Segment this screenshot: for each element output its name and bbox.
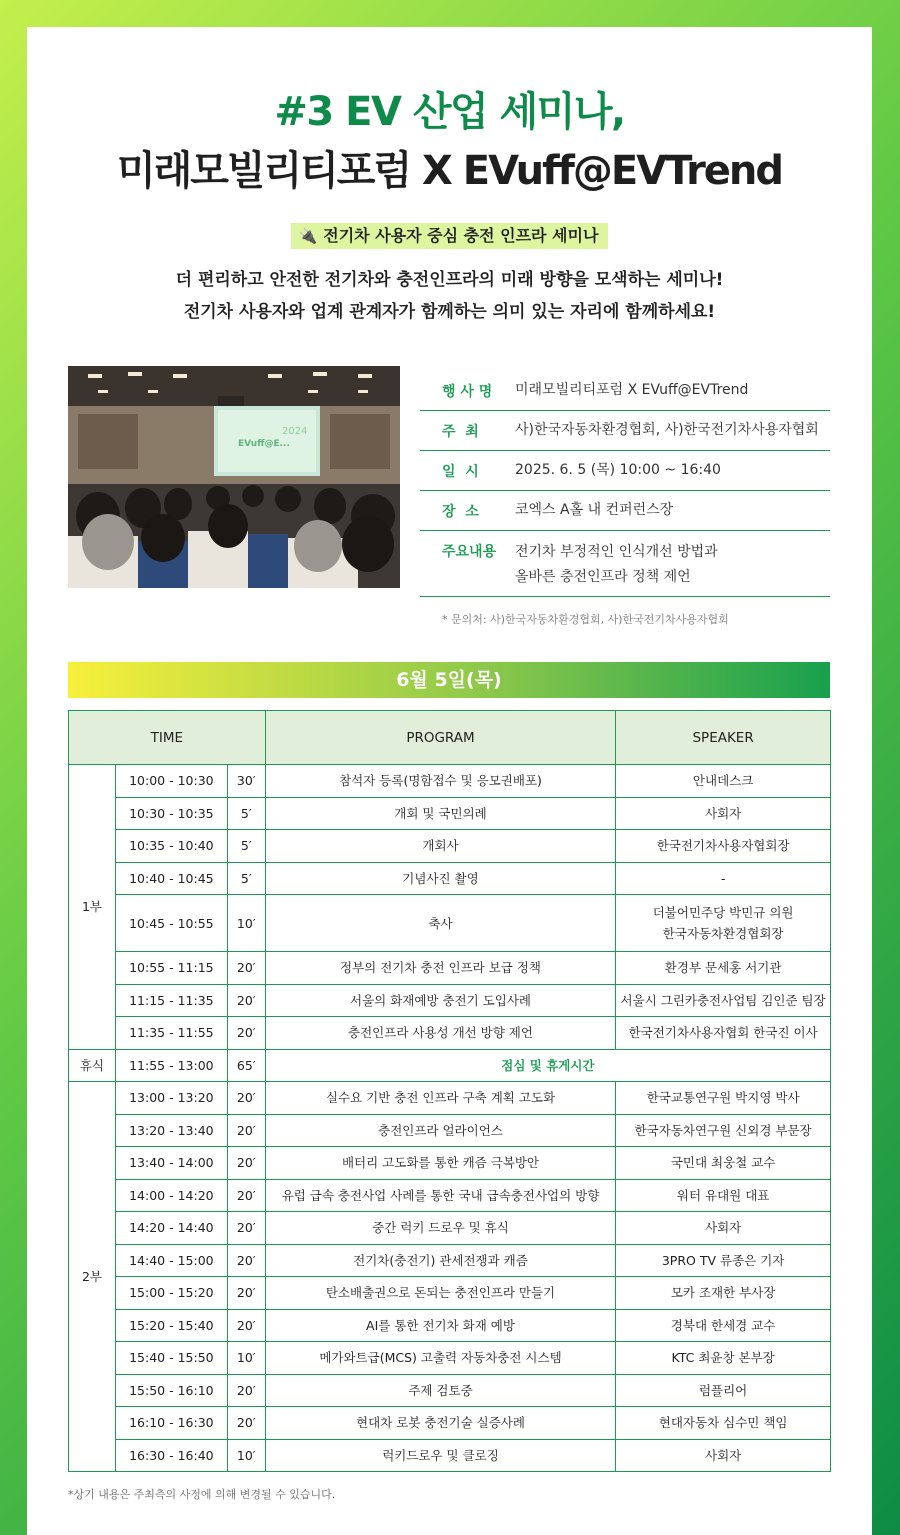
row-time: 11:35 - 11:55 [115, 1017, 227, 1050]
header-program: PROGRAM [265, 711, 615, 765]
row-duration: 20′ [227, 1212, 265, 1245]
row-time: 15:50 - 16:10 [115, 1374, 227, 1407]
info-label: 행 사 명 [442, 383, 493, 400]
info-value: 2025. 6. 5 (목) 10:00 ~ 16:40 [515, 462, 721, 478]
row-speaker: KTC 최윤창 본부장 [616, 1342, 831, 1375]
screen-year: 2024 [282, 426, 308, 437]
seminar-photo [68, 366, 400, 588]
row-time: 10:00 - 10:30 [115, 765, 227, 798]
intro-text [27, 264, 872, 328]
row-duration: 65′ [227, 1049, 265, 1082]
row-speaker: 국민대 최웅철 교수 [616, 1147, 831, 1180]
row-duration: 20′ [227, 1017, 265, 1050]
row-speaker: 사회자 [616, 1212, 831, 1245]
table-row [69, 1244, 831, 1277]
row-duration: 20′ [227, 1147, 265, 1180]
info-row-date [420, 451, 830, 491]
table-row [69, 952, 831, 985]
row-program: 실수요 기반 충전 인프라 구축 계획 고도화 [265, 1082, 615, 1115]
row-time: 14:40 - 15:00 [115, 1244, 227, 1277]
row-duration: 10′ [227, 1439, 265, 1472]
row-time: 16:30 - 16:40 [115, 1439, 227, 1472]
header-time: TIME [69, 711, 266, 765]
info-row-event-name [420, 371, 830, 411]
table-row [69, 984, 831, 1017]
table-row [69, 1374, 831, 1407]
row-speaker: 한국전기차사용자협회 한국진 이사 [616, 1017, 831, 1050]
row-duration: 20′ [227, 1244, 265, 1277]
row-program: 전기차(충전기) 관세전쟁과 캐즘 [265, 1244, 615, 1277]
row-speaker: 현대자동차 심수민 책임 [616, 1407, 831, 1440]
screen-text: EVuff@E... [238, 439, 290, 449]
info-value [515, 540, 830, 590]
row-program: 주제 검토중 [265, 1374, 615, 1407]
row-time: 10:45 - 10:55 [115, 895, 227, 952]
row-duration: 10′ [227, 1342, 265, 1375]
row-time: 11:55 - 13:00 [115, 1049, 227, 1082]
title-text-1: EV 산업 세미나, [345, 89, 625, 135]
info-value-line: 전기차 부정적인 인식개선 방법과 [515, 544, 718, 560]
intro-line-1: 더 편리하고 안전한 전기차와 충전인프라의 미래 방향을 모색하는 세미나! [175, 270, 724, 290]
table-row [69, 1309, 831, 1342]
table-row [69, 830, 831, 863]
row-program: 기념사진 촬영 [265, 862, 615, 895]
speaker-line: 더불어민주당 박민규 의원 [652, 905, 794, 920]
info-value: 사)한국자동차환경협회, 사)한국전기차사용자협회 [515, 422, 819, 438]
row-time: 15:20 - 15:40 [115, 1309, 227, 1342]
row-program: 축사 [265, 895, 615, 952]
row-speaker: 한국교통연구원 박지영 박사 [616, 1082, 831, 1115]
footnote: *상기 내용은 주최측의 사정에 의해 변경될 수 있습니다. [68, 1488, 336, 1501]
table-row [69, 765, 831, 798]
row-program: 유럽 급속 충전사업 사례를 통한 국내 급속충전사업의 방향 [265, 1179, 615, 1212]
row-time: 15:40 - 15:50 [115, 1342, 227, 1375]
row-duration: 20′ [227, 1179, 265, 1212]
table-row [69, 797, 831, 830]
row-speaker: 럼플리어 [616, 1374, 831, 1407]
row-speaker: 한국전기차사용자협회장 [616, 830, 831, 863]
table-row [69, 1439, 831, 1472]
row-time: 13:00 - 13:20 [115, 1082, 227, 1115]
row-speaker: 3PRO TV 류종은 기자 [616, 1244, 831, 1277]
row-duration: 20′ [227, 1374, 265, 1407]
row-time: 13:40 - 14:00 [115, 1147, 227, 1180]
row-duration: 20′ [227, 1114, 265, 1147]
title-block [27, 87, 872, 199]
info-value: 미래모빌리티포럼 X EVuff@EVTrend [515, 382, 749, 398]
table-row-break [69, 1049, 831, 1082]
subtitle-tag [291, 223, 609, 249]
row-speaker: 환경부 문세홍 서기관 [616, 952, 831, 985]
row-program: 럭키드로우 및 클로징 [265, 1439, 615, 1472]
row-speaker: 서울시 그린카충전사업팀 김인준 팀장 [616, 984, 831, 1017]
table-row [69, 862, 831, 895]
row-program: 정부의 전기차 충전 인프라 보급 정책 [265, 952, 615, 985]
table-row [69, 1277, 831, 1310]
part-label: 2부 [69, 1082, 116, 1472]
row-program: 점심 및 휴게시간 [265, 1049, 830, 1082]
event-number-badge: #3 [274, 89, 333, 135]
title-line-2: 미래모빌리티포럼 X EVuff@EVTrend [116, 148, 783, 194]
row-speaker: - [616, 862, 831, 895]
info-row-venue [420, 491, 830, 531]
info-label: 주요내용 [442, 544, 497, 560]
row-time: 10:40 - 10:45 [115, 862, 227, 895]
row-time: 16:10 - 16:30 [115, 1407, 227, 1440]
subtitle-tag-text: 전기차 사용자 중심 충전 인프라 세미나 [323, 226, 599, 245]
info-label: 주 최 [442, 423, 479, 440]
row-program: AI를 통한 전기차 화재 예방 [265, 1309, 615, 1342]
row-duration: 5′ [227, 830, 265, 863]
poster-card [27, 27, 872, 1535]
row-program: 충전인프라 얼라이언스 [265, 1114, 615, 1147]
row-time: 13:20 - 13:40 [115, 1114, 227, 1147]
info-row-host [420, 411, 830, 451]
row-program: 서울의 화재예방 충전기 도입사례 [265, 984, 615, 1017]
row-time: 14:20 - 14:40 [115, 1212, 227, 1245]
row-program: 참석자 등록(명함접수 및 응모권배포) [265, 765, 615, 798]
part-label: 휴식 [69, 1049, 116, 1082]
info-label: 일 시 [442, 463, 479, 480]
info-value-line: 올바른 충전인프라 정책 제언 [515, 569, 691, 585]
row-speaker: 워터 유대원 대표 [616, 1179, 831, 1212]
table-row [69, 1147, 831, 1180]
header-speaker: SPEAKER [616, 711, 831, 765]
row-duration: 5′ [227, 862, 265, 895]
table-header-row [69, 711, 831, 765]
row-speaker: 사회자 [616, 797, 831, 830]
row-speaker: 경북대 한세경 교수 [616, 1309, 831, 1342]
tag-wrap [27, 223, 872, 249]
table-row [69, 1017, 831, 1050]
seminar-photo-illustration [68, 366, 400, 588]
table-row [69, 1212, 831, 1245]
row-speaker: 한국자동차연구원 신외경 부문장 [616, 1114, 831, 1147]
row-time: 10:30 - 10:35 [115, 797, 227, 830]
row-duration: 30′ [227, 765, 265, 798]
row-duration: 5′ [227, 797, 265, 830]
row-program: 개회 및 국민의례 [265, 797, 615, 830]
row-duration: 20′ [227, 1277, 265, 1310]
row-program: 충전인프라 사용성 개선 방향 제언 [265, 1017, 615, 1050]
info-label: 장 소 [442, 503, 479, 520]
row-time: 14:00 - 14:20 [115, 1179, 227, 1212]
row-time: 15:00 - 15:20 [115, 1277, 227, 1310]
row-duration: 20′ [227, 952, 265, 985]
row-program: 중간 럭키 드로우 및 휴식 [265, 1212, 615, 1245]
row-speaker: 사회자 [616, 1439, 831, 1472]
table-row [69, 1114, 831, 1147]
table-row [69, 1407, 831, 1440]
row-duration: 20′ [227, 1309, 265, 1342]
row-time: 10:35 - 10:40 [115, 830, 227, 863]
row-program: 탄소배출권으로 돈되는 충전인프라 만들기 [265, 1277, 615, 1310]
info-row-content [420, 531, 830, 597]
row-program: 개회사 [265, 830, 615, 863]
title-line-1 [274, 87, 624, 137]
inquiry-note: * 문의처: 사)한국자동차환경협회, 사)한국전기차사용자협회 [442, 613, 729, 626]
info-value: 코엑스 A홀 내 컨퍼런스장 [515, 502, 674, 518]
table-row [69, 1179, 831, 1212]
schedule-table [68, 710, 831, 1472]
row-speaker: 안내데스크 [616, 765, 831, 798]
plug-icon: 🔌 [298, 227, 318, 245]
table-row [69, 895, 831, 952]
row-time: 10:55 - 11:15 [115, 952, 227, 985]
row-duration: 10′ [227, 895, 265, 952]
row-duration: 20′ [227, 1407, 265, 1440]
row-time: 11:15 - 11:35 [115, 984, 227, 1017]
speaker-line: 한국자동차환경협회장 [662, 926, 784, 941]
row-duration: 20′ [227, 984, 265, 1017]
row-duration: 20′ [227, 1082, 265, 1115]
row-speaker: 모카 조재한 부사장 [616, 1277, 831, 1310]
event-info [420, 371, 830, 597]
table-row [69, 1342, 831, 1375]
row-program: 메가와트급(MCS) 고출력 자동차충전 시스템 [265, 1342, 615, 1375]
intro-line-2: 전기차 사용자와 업계 관계자가 함께하는 의미 있는 자리에 함께하세요! [183, 302, 716, 322]
row-program: 배터리 고도화를 통한 캐즘 극복방안 [265, 1147, 615, 1180]
part-label: 1부 [69, 765, 116, 1050]
date-bar: 6월 5일(목) [68, 662, 830, 698]
row-speaker [616, 895, 831, 952]
table-row [69, 1082, 831, 1115]
row-program: 현대차 로봇 충전기술 실증사례 [265, 1407, 615, 1440]
